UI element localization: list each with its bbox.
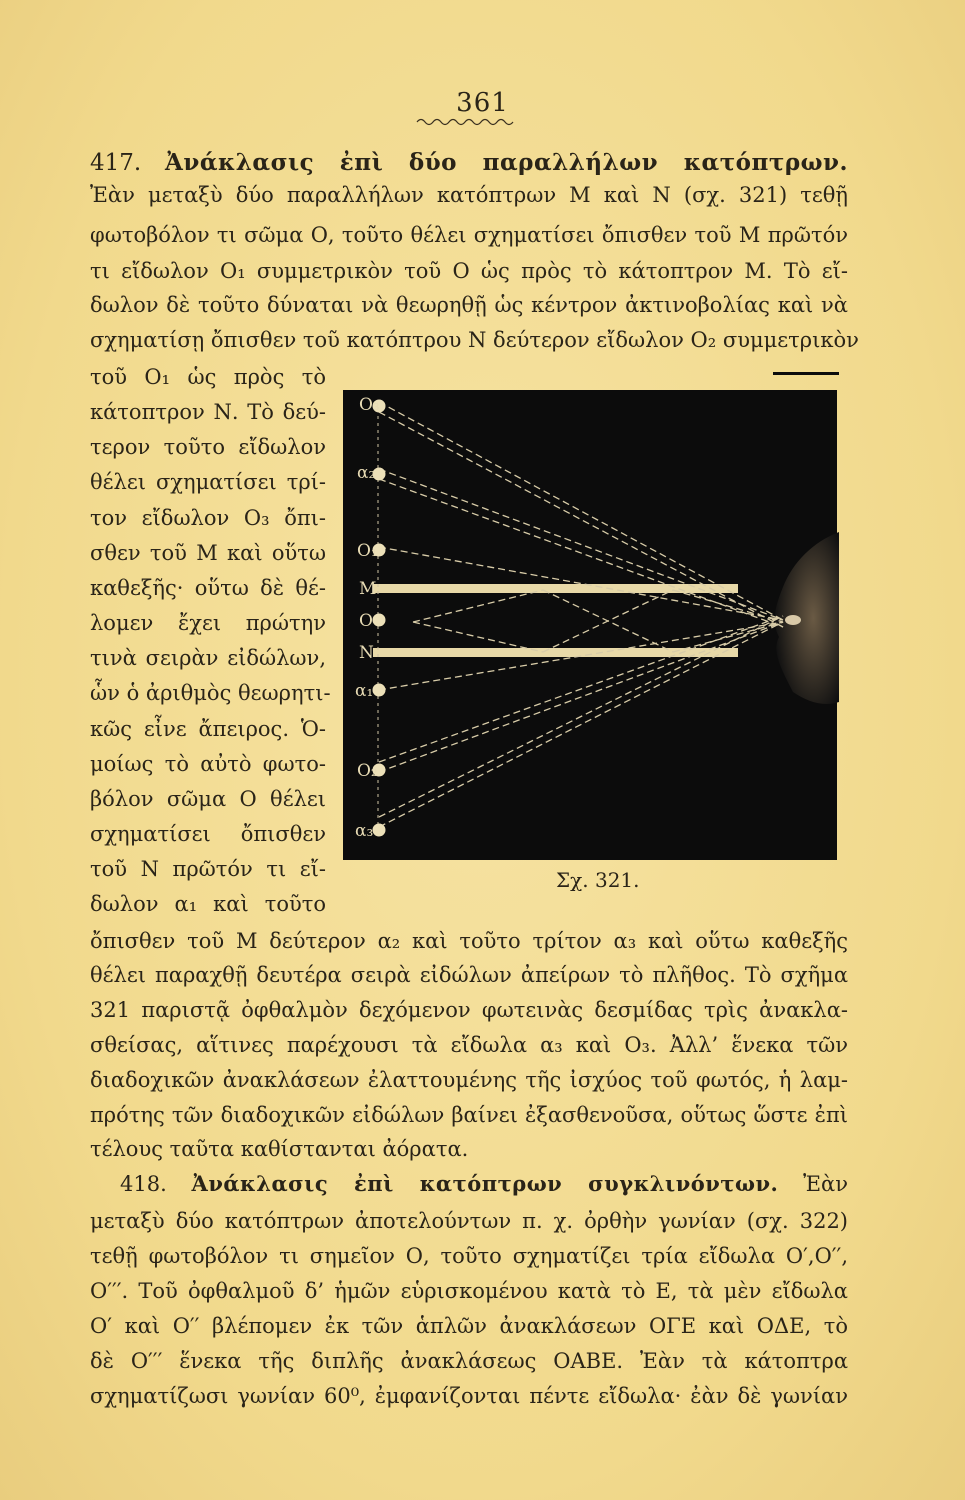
text-line: τεθῇ φωτοβόλον τι σημεῖον Ο, τοῦτο σχηματίζει τρία εἴδωλα Ο′,Ο′′, (90, 1244, 848, 1268)
label-o3: O₃ (359, 395, 380, 415)
text-line: μοίως τὸ αὐτὸ φωτο- (90, 752, 326, 776)
label-o2: O₂ (357, 761, 378, 781)
wavy-ornament (415, 116, 515, 126)
text-line: κάτοπτρον Ν. Τὸ δεύ- (90, 400, 326, 424)
image-a3 (373, 824, 385, 836)
label-a3: α₃ (355, 821, 374, 841)
label-o1: O₁ (357, 541, 378, 561)
mirror-m (373, 584, 738, 593)
text-line: μεταξὺ δύο κατόπτρων ἀποτελούντων π. χ. ὀρθὴν γωνίαν (σχ. 322) (90, 1209, 848, 1233)
text-line: πρότης τῶν διαδοχικῶν εἰδώλων βαίνει ἐξασθενοῦσα, οὕτως ὥστε ἐπὶ (90, 1103, 848, 1127)
text-line: δωλον δὲ τοῦτο δύναται νὰ θεωρηθῇ ὡς κέντρον ἀκτινοβολίας καὶ νὰ (90, 293, 848, 317)
source-o (373, 614, 385, 626)
text-line: 321 παριστᾷ ὀφθαλμὸν δεχόμενον φωτεινὰς δεσμίδας τρὶς ἀνακλα- (90, 998, 848, 1022)
text-line: φωτοβόλον τι σῶμα Ο, τοῦτο θέλει σχηματίσει ὄπισθεν τοῦ Μ πρῶτόν (90, 223, 848, 247)
label-a1: α₁ (355, 681, 374, 701)
text-line: τοῦ Ο₁ ὡς πρὸς τὸ (90, 365, 326, 389)
text-line: καθεξῆς· οὕτω δὲ θέ- (90, 576, 326, 600)
text-line: σθεν τοῦ Μ καὶ οὕτω (90, 541, 326, 565)
text-line: θέλει παραχθῇ δευτέρα σειρὰ εἰδώλων ἀπείρων τὸ πλῆθος. Τὸ σχῆμα (90, 963, 848, 987)
text-line: σθείσας, αἵτινες παρέχουσι τὰ εἴδωλα α₃ καὶ Ο₃. Ἀλλ’ ἕνεκα τῶν (90, 1033, 848, 1057)
label-n: N (359, 643, 374, 663)
text-line: δὲ Ο′′′ ἕνεκα τῆς διπλῆς ἀνακλάσεως ΟΑΒΕ. Ἐὰν τὰ κάτοπτρα (90, 1349, 848, 1373)
text-line: διαδοχικῶν ἀνακλάσεων ἐλαττουμένης τῆς ἰσχύος τοῦ φωτός, ἡ λαμ- (90, 1068, 848, 1092)
text-line: Ἐὰν μεταξὺ δύο παραλλήλων κατόπτρων Μ καὶ Ν (σχ. 321) τεθῇ (90, 183, 848, 207)
section-418-heading (120, 1169, 848, 1199)
section-417-number: 417. (90, 150, 142, 176)
text-line: θέλει σχηματίσει τρί- (90, 470, 326, 494)
text-line: τον εἴδωλον Ο₃ ὄπι- (90, 506, 326, 530)
text-line: λομεν ἔχει πρώτην (90, 611, 326, 635)
figure-caption: Σχ. 321. (556, 868, 640, 892)
text-line: τινὰ σειρὰν εἰδώλων, (90, 646, 326, 670)
label-a2: α₂ (357, 463, 376, 483)
text-line: κῶς εἶνε ἄπειρος. Ὁ- (90, 717, 326, 741)
section-418-first-word: Ἐὰν (803, 1172, 848, 1196)
image-a1 (373, 684, 385, 696)
text-line: τι εἴδωλον Ο₁ συμμετρικὸν τοῦ Ο ὡς πρὸς τὸ κάτοπτρον Μ. Τὸ εἴ- (90, 259, 848, 283)
section-417-heading (90, 148, 848, 178)
text-line: ὄπισθεν τοῦ Μ δεύτερον α₂ καὶ τοῦτο τρίτον α₃ καὶ οὕτω καθεξῆς (90, 929, 848, 953)
text-line: τοῦ Ν πρῶτόν τι εἴ- (90, 857, 326, 881)
text-line: τερον τοῦτο εἴδωλον (90, 435, 326, 459)
figure-321-parallel-mirrors (343, 372, 839, 860)
label-o: O (359, 611, 373, 631)
section-417-title: Ἀνάκλασις ἐπὶ δύο παραλλήλων κατόπτρων. (165, 149, 848, 176)
text-line: Ο′′′. Τοῦ ὀφθαλμοῦ δ’ ἡμῶν εὑρισκομένου κατὰ τὸ Ε, τὰ μὲν εἴδωλα (90, 1279, 848, 1303)
eye-icon (785, 615, 801, 625)
text-line: Ο′ καὶ Ο′′ βλέπομεν ἐκ τῶν ἁπλῶν ἀνακλάσεων ΟΓΕ καὶ ΟΔΕ, τὸ (90, 1314, 848, 1338)
text-line: τέλους ταῦτα καθίστανται ἀόρατα. (90, 1137, 469, 1161)
text-line: σχηματίζωσι γωνίαν 60⁰, ἐμφανίζονται πέντε εἴδωλα· ἐὰν δὲ γωνίαν (90, 1384, 848, 1408)
text-line: σχηματίσει ὄπισθεν (90, 822, 326, 846)
label-m: M (359, 579, 377, 599)
page-number: 361 (456, 88, 509, 118)
text-line: βόλον σῶμα Ο θέλει (90, 787, 326, 811)
section-418-number: 418. (120, 1172, 167, 1196)
text-line: σχηματίσῃ ὄπισθεν τοῦ κατόπτρου Ν δεύτερον εἴδωλον Ο₂ συμμετρικὸν (90, 328, 859, 352)
text-line: ὧν ὁ ἀριθμὸς θεωρητι- (90, 681, 331, 705)
section-418-title: Ἀνάκλασις ἐπὶ κατόπτρων συγκλινόντων. (191, 1171, 779, 1196)
text-line: δωλον α₁ καὶ τοῦτο (90, 892, 326, 916)
